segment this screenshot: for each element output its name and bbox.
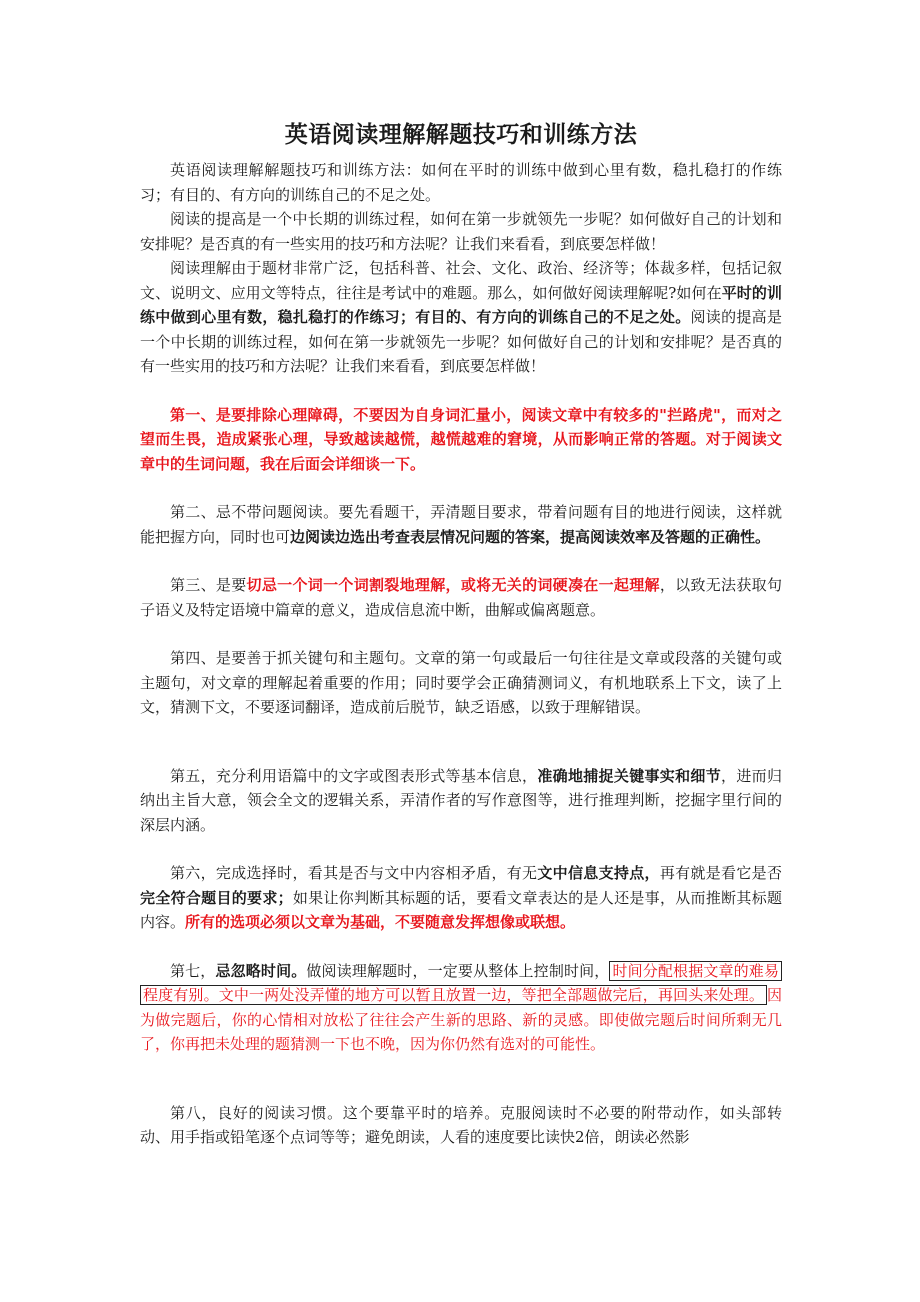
highlight-text: 切忌一个词一个词割裂地理解，或将无关的词硬凑在一起理解	[246, 576, 660, 594]
tip-2-paragraph	[140, 500, 782, 549]
document-title: 英语阅读理解解题技巧和训练方法	[284, 122, 638, 148]
paragraph-text: 第七，	[170, 961, 216, 980]
highlight-text: 所有的选项必须以文章为基础，不要随意发挥想像或联想。	[185, 913, 576, 931]
reading-difficulty-paragraph	[140, 256, 782, 379]
boxed-highlight-text: 时间分配根据文章的难易程度有别。文中一两处没弄懂的地方可以暂且放置一边，等把全部题做完后，再回头来处理。	[140, 961, 782, 1006]
emphasis-text: 文中信息支持点，	[537, 864, 660, 882]
paragraph-text: 第六，完成选择时，看其是否与文中内容相矛盾，有无	[170, 864, 538, 882]
emphasis-text: 准确地捕捉关键事实和细节	[537, 766, 722, 785]
tip-4-paragraph: 第四、是要善于抓关键句和主题句。文章的第一句或最后一句往往是文章或段落的关键句或主题句，对文章的理解起着重要的作用；同时要学会正确猜测词义，有机地联系上下文，读了上文，猜测下文，不要逐词翻译，造成前后脱节，缺乏语感，以致于理解错误。	[140, 649, 782, 716]
emphasis-text: 平时的训练中做到心里有数，稳扎稳打的作练习；有目的、有方向的训练自己的不足之处。	[140, 283, 782, 326]
paragraph-text: 第三、是要	[170, 576, 247, 594]
intro-paragraph: 英语阅读理解解题技巧和训练方法：如何在平时的训练中做到心里有数，稳扎稳打的作练习；有目的、有方向的训练自己的不足之处。	[140, 161, 782, 204]
tip-5-paragraph	[140, 764, 782, 838]
paragraph-text: 如果让你判断其标题的话，要看文章表达的是人还是事，从而推断其标题内容。	[140, 888, 782, 931]
progress-paragraph: 阅读的提高是一个中长期的训练过程，如何在第一步就领先一步呢？如何做好自己的计划和安排呢？是否真的有一些实用的技巧和方法呢？让我们来看看，到底要怎样做！	[140, 210, 782, 253]
paragraph-text: 阅读的提高是一个中长期的训练过程，如何在第一步就领先一步呢？如何做好自己的计划和安排呢？是否真的有一些实用的技巧和方法呢？让我们来看看，到底要怎样做！	[140, 308, 782, 375]
highlight-text: 因为做完题后，你的心情相对放松了往往会产生新的思路、新的灵感。即使做完题后时间所剩无几了，你再把未处理的题猜测一下也不晚，因为你仍然有选对的可能性。	[140, 986, 782, 1053]
tip-1-paragraph: 第一、是要排除心理障碍，不要因为自身词汇量小，阅读文章中有较多的"拦路虎"，而对之望而生畏，造成紧张心理，导致越读越慌，越慌越难的窘境，从而影响正常的答题。对于阅读文章中的生词问题，我在后面会详细谈一下。	[140, 405, 782, 473]
tip-3-paragraph	[140, 573, 782, 622]
tip-7-paragraph	[140, 959, 782, 1057]
paragraph-text: 第五，充分利用语篇中的文字或图表形式等基本信息，	[170, 766, 538, 785]
emphasis-text: 边阅读边选出考查表层情况问题的答案，提高阅读效率及答题的正确性。	[290, 527, 771, 546]
paragraph-text: 阅读理解由于题材非常广泛，包括科普、社会、文化、政治、经济等；体裁多样，包括记叙文、说明文、应用文等特点，往往是考试中的难题。那么，如何做好阅读理解呢?如何在	[140, 259, 782, 302]
emphasis-text: 忌忽略时间。	[215, 961, 307, 980]
paragraph-text: 做阅读理解题时，一定要从整体上控制时间，	[306, 961, 610, 980]
paragraph-text: 第二、忌不带问题阅读。要先看题干，弄清题目要求，带着问题有目的地进行阅读，这样就能把握方向，同时也可	[140, 503, 782, 546]
tip-6-paragraph	[140, 861, 782, 935]
paragraph-text: ，以致无法获取句子语义及特定语境中篇章的意义，造成信息流中断，曲解或偏离题意。	[140, 576, 782, 619]
tip-8-paragraph: 第八，良好的阅读习惯。这个要靠平时的培养。克服阅读时不必要的附带动作，如头部转动、用手指或铅笔逐个点词等等；避免朗读，人看的速度要比读快2倍，朗读必然影	[140, 1103, 782, 1146]
emphasis-text: 完全符合题目的要求；	[140, 888, 293, 907]
paragraph-text: 再有就是看它是否	[659, 864, 782, 882]
paragraph-text: ，进而归纳出主旨大意，领会全文的逻辑关系，弄清作者的写作意图等，进行推理判断，挖掘字里行间的深层内涵。	[140, 766, 782, 834]
